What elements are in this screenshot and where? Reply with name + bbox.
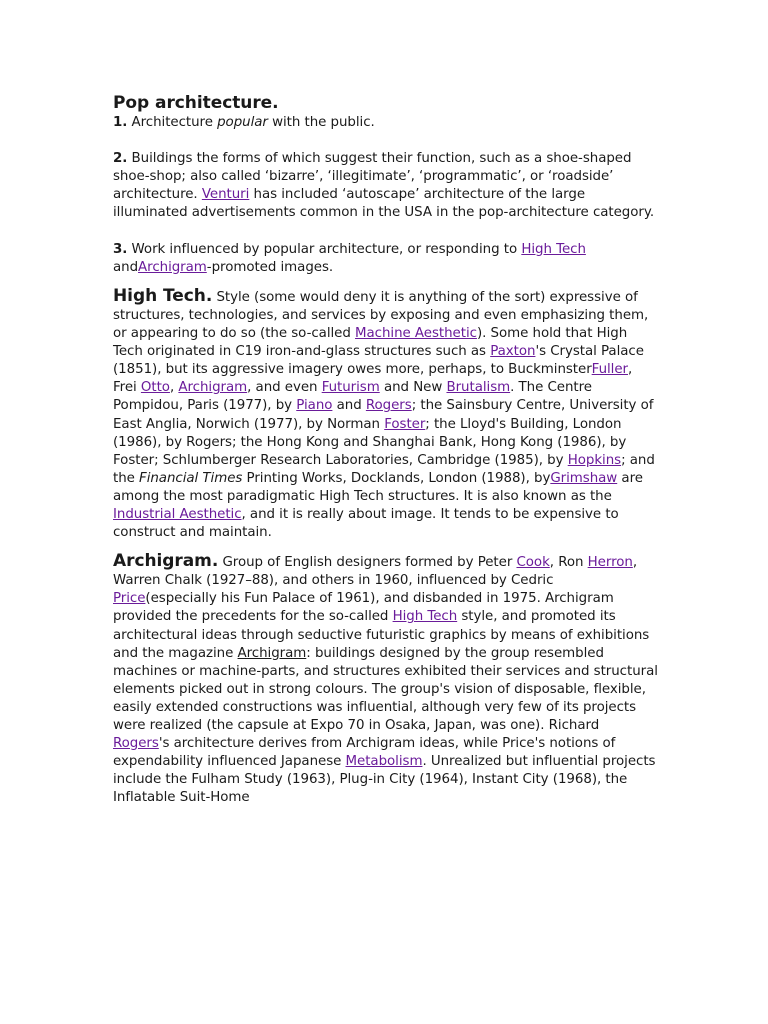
link-futurism[interactable]: Futurism: [321, 380, 380, 396]
link-piano[interactable]: Piano: [296, 398, 333, 414]
link-high-tech[interactable]: High Tech: [521, 241, 586, 257]
entry-heading-high-tech: High Tech.: [113, 285, 213, 306]
entry-archigram: Archigram. Group of English designers formed by Peter Cook, Ron Herron, Warren Chalk (1927–88), and others in 1960, influenced by Cedric Price(especially his Fun Palace of 1961), and disbanded in 1975. Archigram provided the precedents for the so-called High Tech style, and promoted its architectural ideas through seductive futuristic graphics by means of exhibitions and the magazine Archigram: buildings designed by the group resembled machines or machine-parts, and structures exhibited their services and structural elements picked out in strong colours. The group's vision of disposable, flexible, easily extended constructions was influential, although very few of its projects were realized (the capsule at Expo 70 in Osaka, Japan, was one). Richard Rogers's architecture derives from Archigram ideas, while Price's notions of expendability influenced Japanese Metabolism. Unrealized but influential projects include the Fulham Study (1963), Plug-in City (1964), Instant City (1968), the Inflatable Suit-Home: [113, 551, 658, 806]
definition-2: 2. Buildings the forms of which suggest their function, such as a shoe-shaped shoe-shop; also called ‘bizarre’, ‘illegitimate’, ‘programmatic’, or ‘roadside’ architecture. Venturi has included ‘autoscape’ architecture of the large illuminated advertisements common in the USA in the pop-architecture category.: [113, 151, 655, 221]
link-foster[interactable]: Foster: [384, 416, 426, 432]
link-archigram-magazine[interactable]: Archigram: [237, 645, 307, 661]
link-machine-aesthetic[interactable]: Machine Aesthetic: [355, 326, 477, 342]
link-high-tech[interactable]: High Tech: [392, 609, 458, 625]
link-archigram[interactable]: Archigram: [178, 380, 248, 396]
link-industrial-aesthetic[interactable]: Industrial Aesthetic: [113, 506, 242, 522]
emphasis-popular: popular: [217, 115, 268, 130]
link-archigram[interactable]: Archigram: [138, 259, 207, 275]
spacer: [113, 132, 658, 150]
definition-number: 3.: [113, 241, 128, 257]
definition-3: 3. Work influenced by popular architecture, or responding to High Tech andArchigram-promoted images.: [113, 241, 586, 275]
definition-1: 1. Architecture popular with the public.: [113, 115, 375, 130]
entry-heading-archigram: Archigram.: [113, 551, 219, 572]
document-body: [113, 92, 658, 807]
spacer: [113, 223, 658, 241]
link-otto[interactable]: Otto: [140, 380, 170, 396]
definition-number: 1.: [113, 115, 128, 130]
link-paxton[interactable]: Paxton: [490, 344, 536, 360]
link-fuller[interactable]: Fuller: [591, 362, 628, 378]
link-rogers[interactable]: Rogers: [365, 398, 412, 414]
emphasis-financial-times: Financial Times: [139, 470, 243, 486]
link-rogers[interactable]: Rogers: [113, 736, 159, 752]
link-brutalism[interactable]: Brutalism: [446, 380, 511, 396]
entry-high-tech: High Tech. Style (some would deny it is anything of the sort) expressive of structures, technologies, and services by exposing and even emphasizing them, or appearing to do so (the so-called Machine Aesthetic). Some hold that High Tech originated in C19 iron-and-glass structures such as Paxton's Crystal Palace (1851), but its aggressive imagery owes more, perhaps, to BuckminsterFuller, Frei Otto, Archigram, and even Futurism and New Brutalism. The Centre Pompidou, Paris (1977), by Piano and Rogers; the Sainsbury Centre, University of East Anglia, Norwich (1977), by Norman Foster; the Lloyd's Building, London (1986), by Rogers; the Hong Kong and Shanghai Bank, Hong Kong (1986), by Foster; Schlumberger Research Laboratories, Cambridge (1985), by Hopkins; and the Financial Times Printing Works, Docklands, London (1988), byGrimshaw are among the most paradigmatic High Tech structures. It is also known as the Industrial Aesthetic, and it is really about image. It tends to be expensive to construct and maintain.: [113, 285, 655, 541]
link-venturi[interactable]: Venturi: [201, 187, 250, 203]
definition-number: 2.: [113, 151, 128, 167]
link-metabolism[interactable]: Metabolism: [345, 754, 423, 770]
link-cook[interactable]: Cook: [516, 555, 550, 571]
link-herron[interactable]: Herron: [587, 555, 633, 571]
link-price[interactable]: Price: [113, 591, 146, 607]
link-grimshaw[interactable]: Grimshaw: [550, 470, 618, 486]
link-hopkins[interactable]: Hopkins: [567, 452, 622, 468]
page-title: Pop architecture.: [113, 93, 279, 113]
